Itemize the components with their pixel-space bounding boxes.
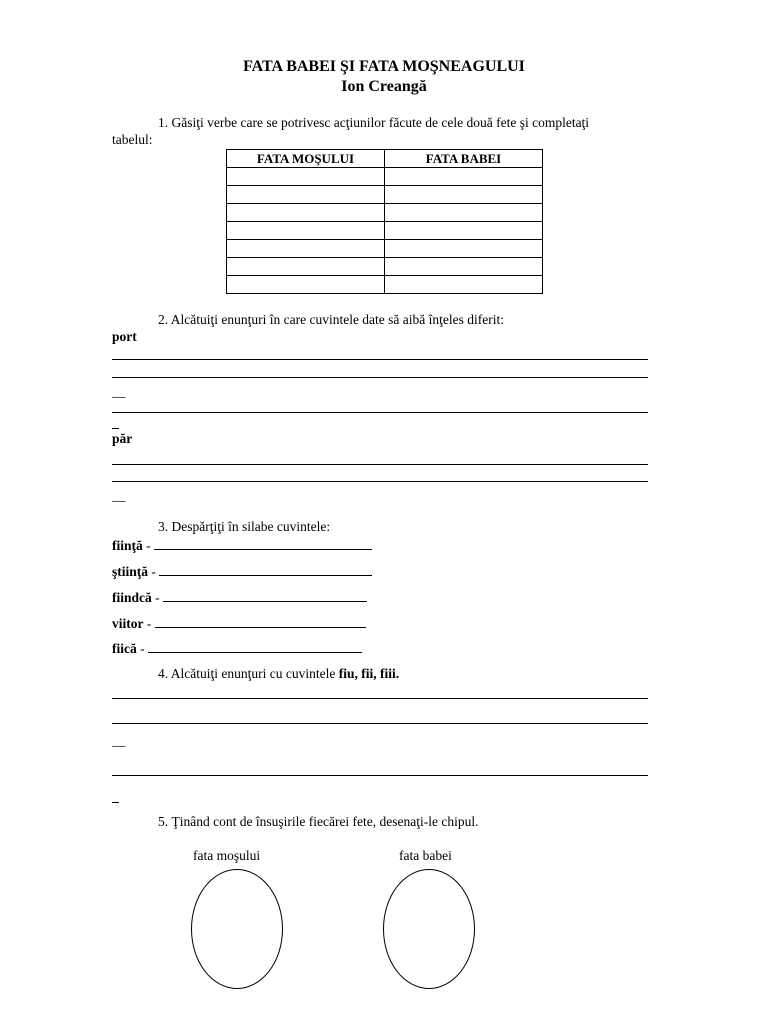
word-fiinta: fiinţă — [112, 538, 143, 553]
page-title: FATA BABEI ŞI FATA MOŞNEAGULUI — [243, 58, 525, 75]
separator: - — [136, 641, 148, 656]
table-cell[interactable] — [227, 168, 385, 186]
syllable-row — [112, 537, 372, 554]
answer-line[interactable] — [112, 481, 648, 482]
label-fata-babei: fata babei — [399, 848, 452, 863]
q3-instruction: 3. Despărţiţi în silabe cuvintele: — [158, 519, 331, 534]
word-fiica: fiică — [112, 641, 137, 656]
table-cell[interactable] — [385, 258, 543, 276]
q4-instruction — [158, 666, 399, 682]
table-row — [227, 186, 543, 204]
table-cell[interactable] — [227, 186, 385, 204]
answer-line[interactable] — [112, 775, 648, 776]
answer-line[interactable] — [112, 377, 648, 378]
word-par: păr — [112, 431, 133, 446]
drawing-oval-fata-mosului[interactable] — [191, 869, 283, 989]
syllable-row — [112, 615, 366, 632]
line-end-dash: __ — [112, 488, 126, 503]
line-end-dash — [112, 802, 119, 803]
table-cell[interactable] — [227, 276, 385, 294]
table-row — [227, 276, 543, 294]
table-cell[interactable] — [227, 204, 385, 222]
table-cell[interactable] — [227, 258, 385, 276]
table-cell[interactable] — [227, 240, 385, 258]
q4-words: fiu, fii, fiii. — [338, 666, 400, 681]
col-fata-babei: FATA BABEI — [385, 150, 543, 168]
col-fata-mosului: FATA MOŞULUI — [227, 150, 385, 168]
table-cell[interactable] — [385, 222, 543, 240]
answer-blank[interactable] — [154, 537, 372, 550]
verbs-table — [226, 149, 543, 294]
syllable-row — [112, 640, 362, 657]
separator: - — [143, 616, 155, 631]
drawing-oval-fata-babei[interactable] — [383, 869, 475, 989]
table-row — [227, 240, 543, 258]
answer-line[interactable] — [112, 412, 648, 413]
label-fata-mosului: fata moşului — [193, 848, 261, 863]
word-port: port — [112, 329, 137, 344]
q5-instruction: 5. Ţinând cont de însuşirile fiecărei fete, desenaţi-le chipul. — [158, 814, 479, 829]
table-cell[interactable] — [227, 222, 385, 240]
word-viitor: viitor — [112, 616, 144, 631]
answer-blank[interactable] — [163, 589, 367, 602]
table-row — [227, 168, 543, 186]
q1-instruction-cont: tabelul: — [112, 132, 153, 147]
line-end-dash: __ — [112, 733, 126, 748]
table-cell[interactable] — [385, 276, 543, 294]
answer-line[interactable] — [112, 464, 648, 465]
answer-line[interactable] — [112, 698, 648, 699]
answer-line[interactable] — [112, 723, 648, 724]
table-cell[interactable] — [385, 204, 543, 222]
answer-blank[interactable] — [148, 640, 362, 653]
syllable-row — [112, 563, 372, 580]
answer-blank[interactable] — [155, 615, 366, 628]
word-fiindca: fiindcă — [112, 590, 152, 605]
q2-instruction: 2. Alcătuiţi enunţuri în care cuvintele date să aibă înţeles diferit: — [158, 312, 504, 327]
answer-line[interactable] — [112, 359, 648, 360]
line-end-dash — [112, 428, 119, 429]
table-cell[interactable] — [385, 168, 543, 186]
line-end-dash: __ — [112, 384, 126, 399]
q1-instruction: 1. Găsiţi verbe care se potrivesc acţiunilor făcute de cele două fete şi completaţi — [158, 115, 590, 130]
answer-blank[interactable] — [159, 563, 372, 576]
author: Ion Creangă — [341, 78, 427, 95]
separator: - — [148, 564, 160, 579]
q4-text: 4. Alcătuiţi enunţuri cu cuvintele — [158, 666, 339, 681]
separator: - — [151, 590, 164, 605]
separator: - — [142, 538, 155, 553]
word-stiinta: ştiinţă — [112, 564, 149, 579]
table-row — [227, 222, 543, 240]
table-cell[interactable] — [385, 186, 543, 204]
syllable-row — [112, 589, 367, 606]
table-row — [227, 258, 543, 276]
table-header-row — [227, 150, 543, 168]
table-cell[interactable] — [385, 240, 543, 258]
table-row — [227, 204, 543, 222]
